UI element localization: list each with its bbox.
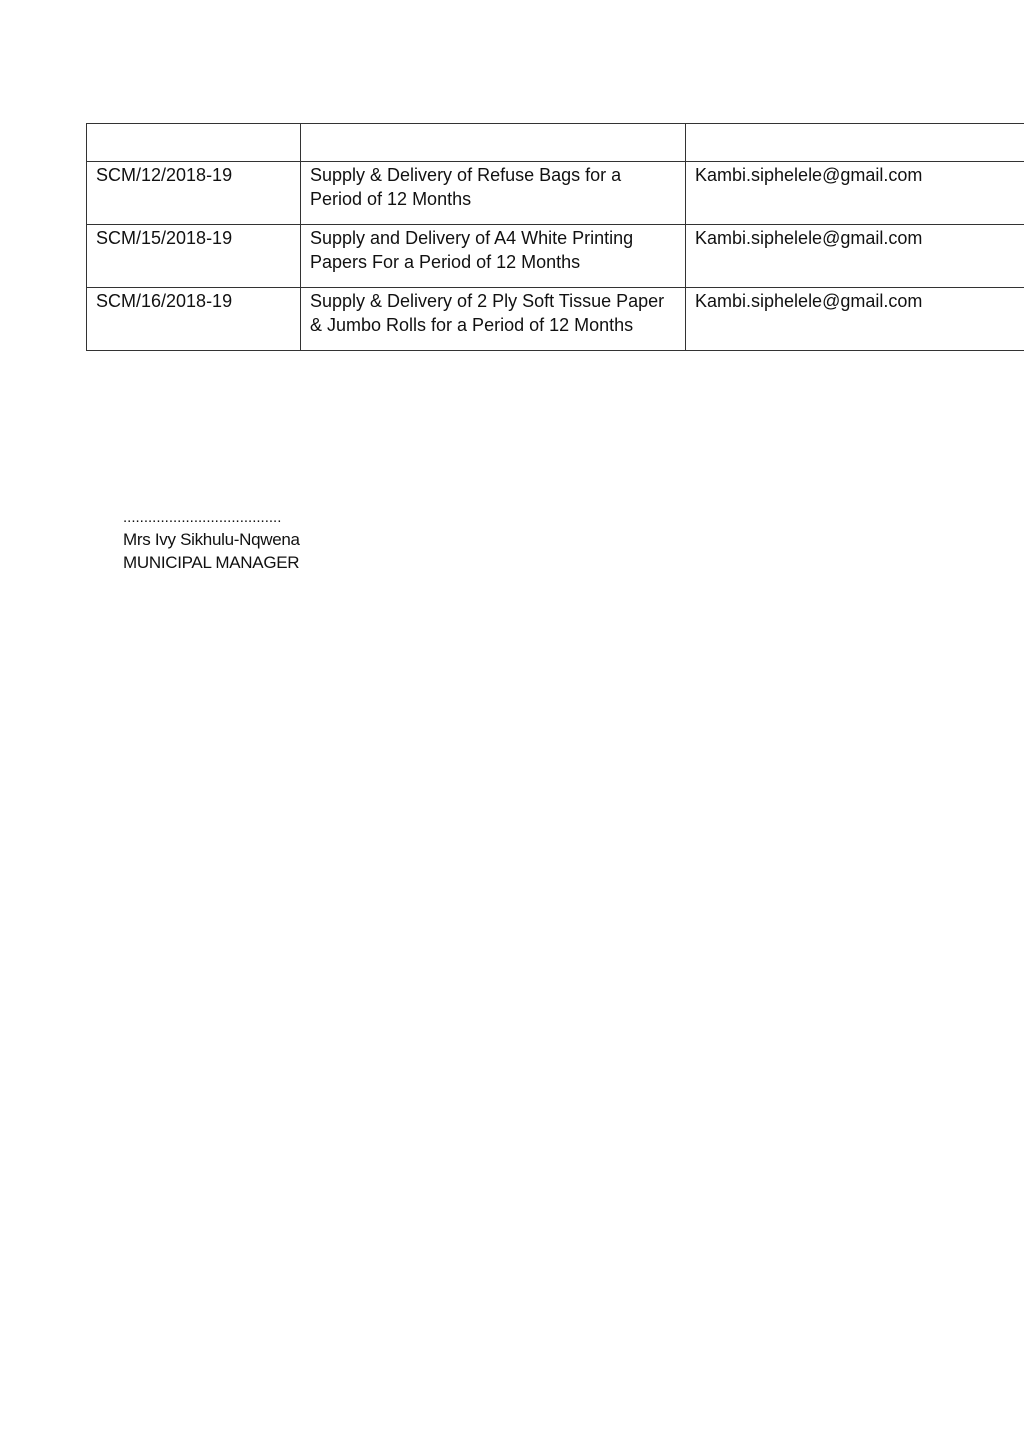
tender-description: Supply & Delivery of 2 Ply Soft Tissue Paper & Jumbo Rolls for a Period of 12 Months [301, 288, 686, 351]
table-row [87, 288, 1024, 351]
table-header-row [87, 124, 1024, 162]
tender-reference: SCM/15/2018-19 [87, 225, 301, 288]
contact-email: Kambi.siphelele@gmail.com [686, 225, 1024, 288]
header-cell-reference [87, 124, 301, 162]
header-cell-description [301, 124, 686, 162]
contact-email: Kambi.siphelele@gmail.com [686, 162, 1024, 225]
contact-email: Kambi.siphelele@gmail.com [686, 288, 1024, 351]
signature-line: ...................................... [123, 509, 282, 526]
signature-block [123, 508, 300, 574]
tender-description: Supply & Delivery of Refuse Bags for a Period of 12 Months [301, 162, 686, 225]
tender-description: Supply and Delivery of A4 White Printing Papers For a Period of 12 Months [301, 225, 686, 288]
signatory-title: MUNICIPAL MANAGER [123, 553, 300, 572]
signatory-name: Mrs Ivy Sikhulu-Nqwena [123, 530, 300, 549]
tender-reference: SCM/16/2018-19 [87, 288, 301, 351]
tender-table [86, 123, 1024, 351]
table-row [87, 225, 1024, 288]
table-row [87, 162, 1024, 225]
header-cell-email [686, 124, 1024, 162]
tender-reference: SCM/12/2018-19 [87, 162, 301, 225]
